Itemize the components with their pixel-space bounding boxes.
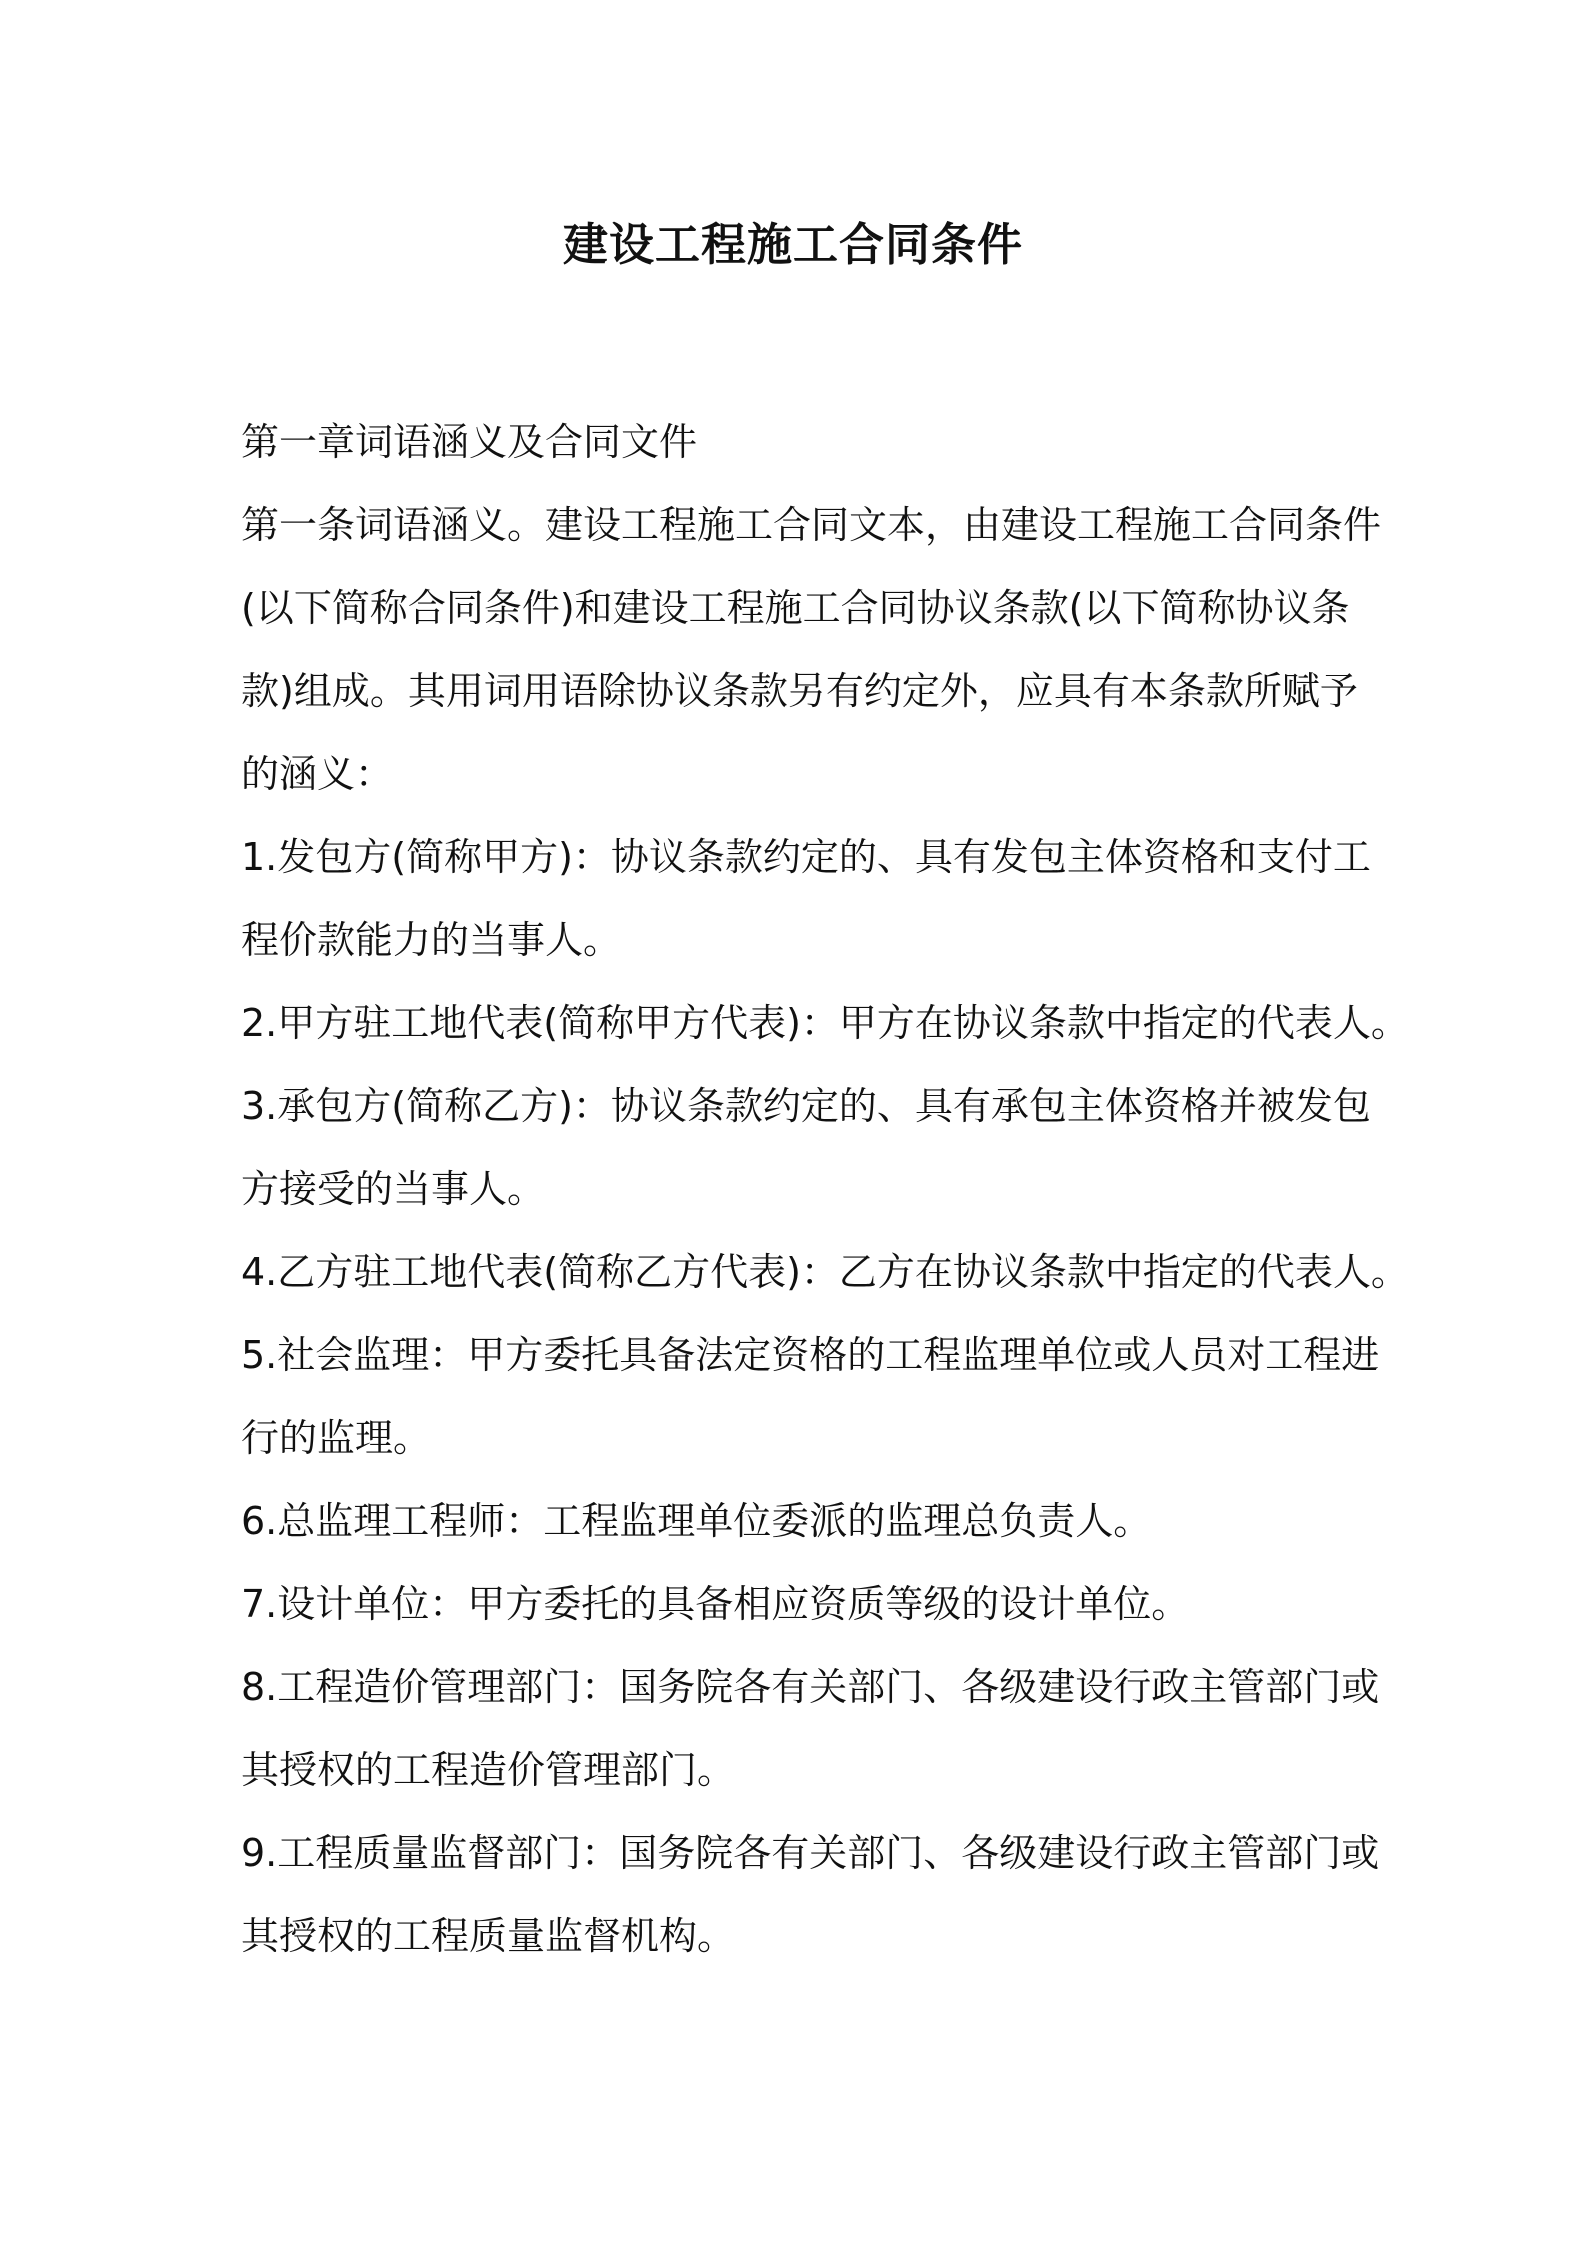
document-title: 建设工程施工合同条件: [562, 218, 1023, 271]
definition-1-line: 1.发包方(简称甲方)：协议条款约定的、具有发包主体资格和支付工: [241, 835, 1371, 879]
definition-3-line: 方接受的当事人。: [241, 1167, 546, 1211]
definition-1-line: 程价款能力的当事人。: [241, 918, 622, 962]
article-1-line: 的涵义：: [241, 752, 394, 796]
definition-7-line: 7.设计单位：甲方委托的具备相应资质等级的设计单位。: [241, 1582, 1190, 1626]
definition-2-line: 2.甲方驻工地代表(简称甲方代表)：甲方在协议条款中指定的代表人。: [241, 1001, 1409, 1045]
article-1-line: 款)组成。其用词用语除协议条款另有约定外，应具有本条款所赋予: [241, 669, 1358, 713]
definition-8-line: 8.工程造价管理部门：国务院各有关部门、各级建设行政主管部门或: [241, 1665, 1380, 1709]
document-body: [241, 401, 1409, 1978]
definition-5-line: 行的监理。: [241, 1416, 432, 1460]
chapter-heading: 第一章词语涵义及合同文件: [241, 420, 698, 464]
article-1-line: (以下简称合同条件)和建设工程施工合同协议条款(以下简称协议条: [241, 586, 1350, 630]
definition-4-line: 4.乙方驻工地代表(简称乙方代表)：乙方在协议条款中指定的代表人。: [241, 1250, 1409, 1294]
definition-5-line: 5.社会监理：甲方委托具备法定资格的工程监理单位或人员对工程进: [241, 1333, 1380, 1377]
definition-3-line: 3.承包方(简称乙方)：协议条款约定的、具有承包主体资格并被发包: [241, 1084, 1371, 1128]
definition-9-line: 其授权的工程质量监督机构。: [241, 1914, 736, 1958]
definition-6-line: 6.总监理工程师：工程监理单位委派的监理总负责人。: [241, 1499, 1152, 1543]
definition-8-line: 其授权的工程造价管理部门。: [241, 1748, 736, 1792]
article-1-line: 第一条词语涵义。建设工程施工合同文本，由建设工程施工合同条件: [241, 503, 1382, 547]
definition-9-line: 9.工程质量监督部门：国务院各有关部门、各级建设行政主管部门或: [241, 1831, 1380, 1875]
